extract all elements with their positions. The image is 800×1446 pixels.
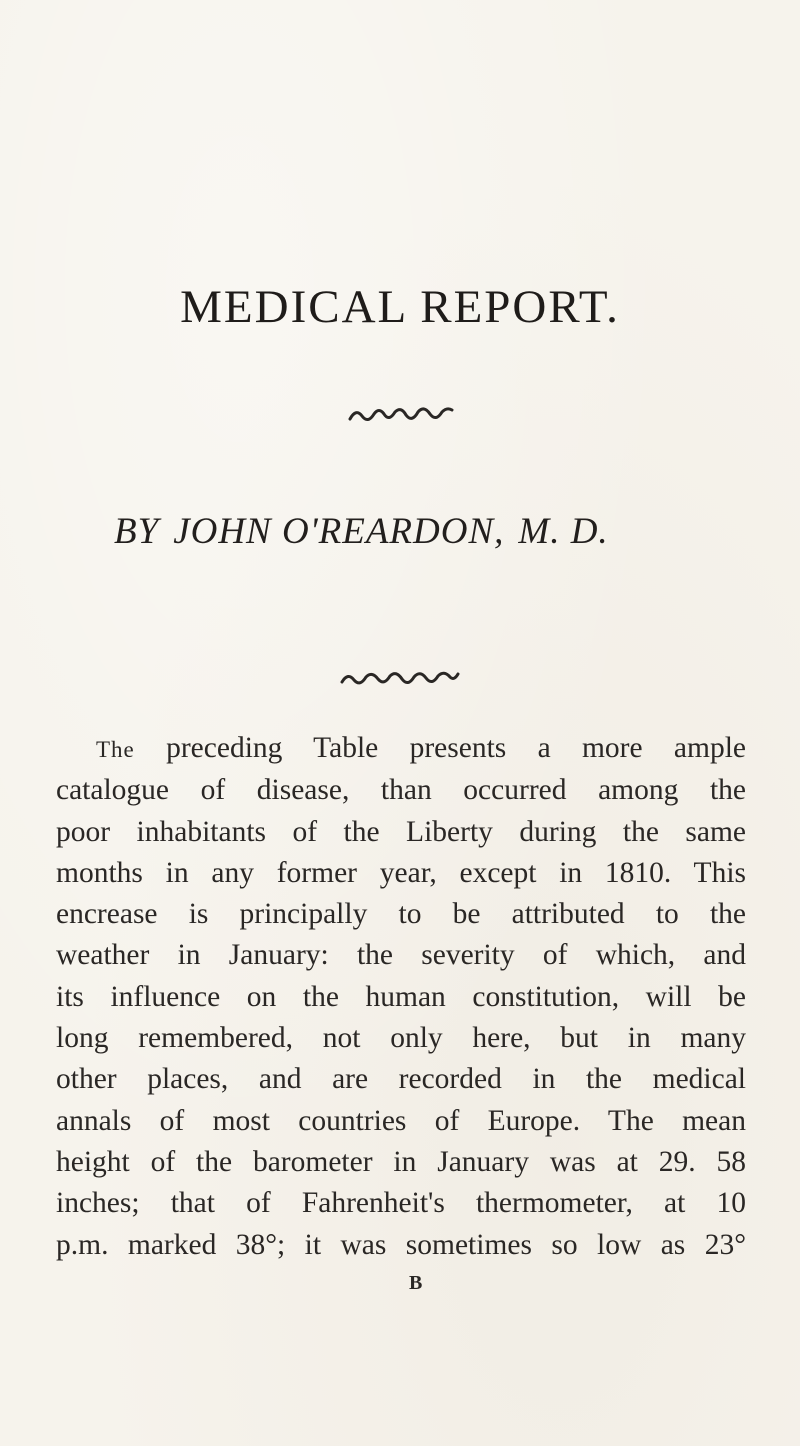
byline (114, 510, 609, 553)
ornament-top (348, 404, 454, 426)
page-title: MEDICAL REPORT. (180, 281, 620, 333)
signature-mark: B (409, 1272, 423, 1294)
byline-degree: M. D. (518, 511, 609, 552)
byline-prefix: BY (114, 511, 160, 552)
paragraph-line: catalogue of disease, than occurred among the (56, 774, 746, 807)
paragraph-line: poor inhabitants of the Liberty during the same (56, 815, 746, 848)
paragraph-line: months in any former year, except in 1810. This (56, 856, 746, 889)
paragraph-line: encrease is principally to be attributed to the (56, 898, 746, 931)
paragraph-line: weather in January: the severity of which, and (56, 939, 746, 972)
paragraph-line: its influence on the human constitution, will be (56, 980, 746, 1013)
lead-word: The (96, 736, 135, 762)
ornament-bottom (340, 668, 460, 690)
report-paragraph (56, 728, 746, 1266)
paragraph-line: The preceding Table presents a more ample (96, 732, 746, 764)
paragraph-line: height of the barometer in January was at 29. 58 (56, 1145, 746, 1178)
paragraph-line: other places, and are recorded in the medical (56, 1063, 746, 1096)
paragraph-line: p.m. marked 38°; it was sometimes so low as 23° (56, 1228, 746, 1261)
paragraph-line: long remembered, not only here, but in many (56, 1022, 746, 1055)
byline-author: JOHN O'REARDON, (173, 511, 505, 552)
paragraph-line: annals of most countries of Europe. The mean (56, 1104, 746, 1137)
paragraph-line: inches; that of Fahrenheit's thermometer, at 10 (56, 1187, 746, 1220)
